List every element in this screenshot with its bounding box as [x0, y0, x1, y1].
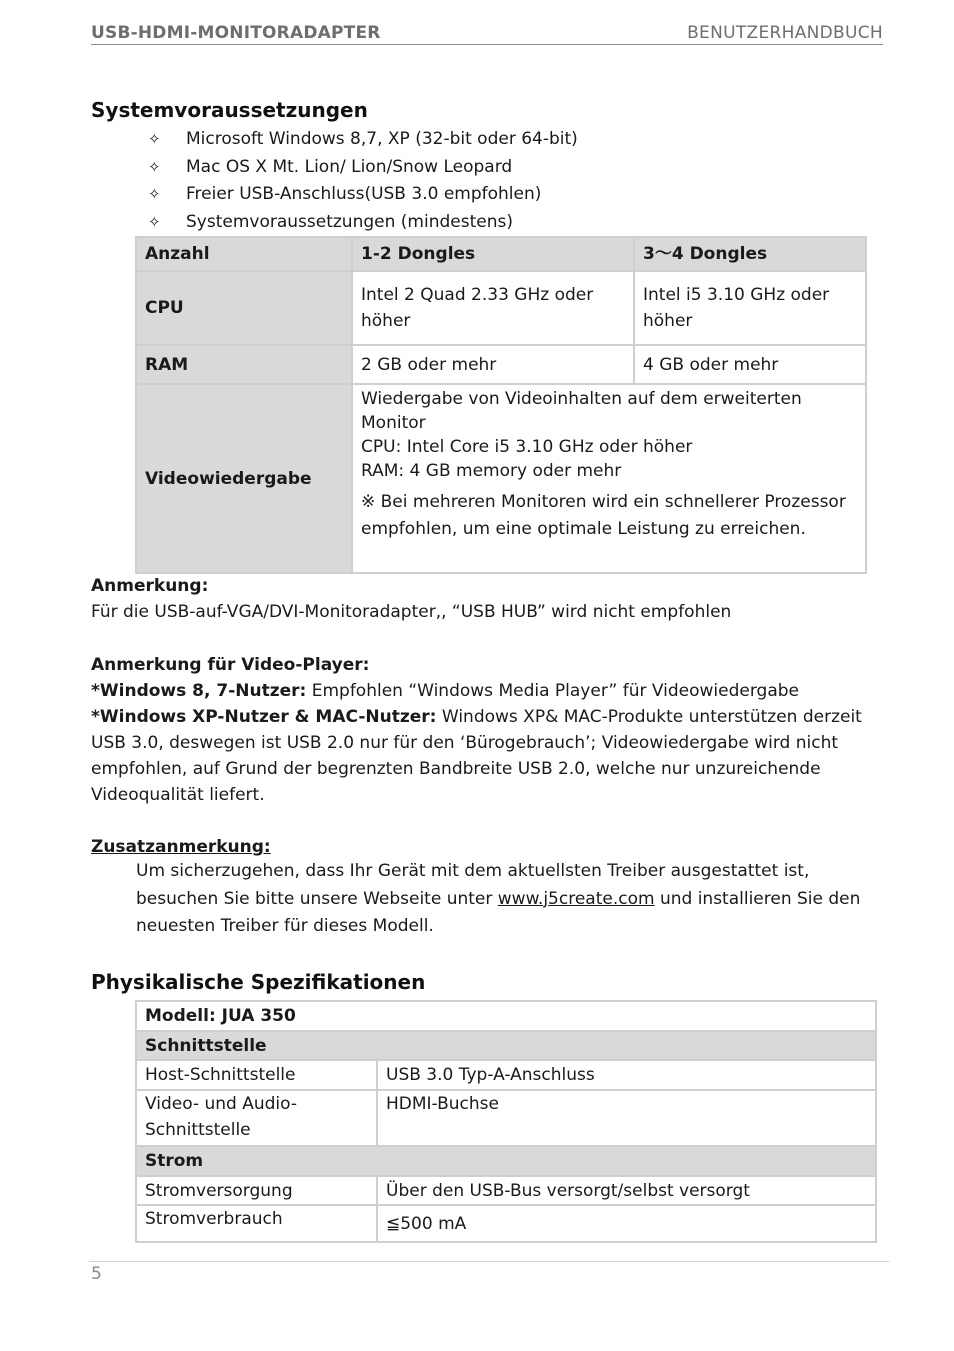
header-cell: 3～4 Dongles — [634, 237, 866, 271]
spec-value: Über den USB-Bus versorgt/selbst versorgt — [377, 1176, 876, 1205]
row-label: Videowiedergabe — [136, 384, 352, 573]
section-cell: Schnittstelle — [136, 1031, 876, 1060]
table-cell: Intel 2 Quad 2.33 GHz oder höher — [352, 271, 634, 345]
table-row — [136, 345, 866, 384]
list-item: ✧ Mac OS X Mt. Lion/ Lion/Snow Leopard — [148, 156, 513, 177]
footer-divider — [89, 1261, 889, 1262]
video-line: Wiedergabe von Videoinhalten auf dem erweiterten Monitor — [361, 389, 802, 433]
list-item: ✧ Systemvoraussetzungen (mindestens) — [148, 211, 513, 232]
page-number: 5 — [91, 1264, 102, 1284]
requirements-list — [148, 127, 578, 237]
spec-value: USB 3.0 Typ-A-Anschluss — [377, 1060, 876, 1090]
header-cell: 1-2 Dongles — [352, 237, 634, 271]
header-doc-type: BENUTZERHANDBUCH — [687, 23, 883, 43]
table-row — [136, 271, 866, 345]
row-label: CPU — [136, 271, 352, 345]
table-cell: Intel i5 3.10 GHz oder höher — [634, 271, 866, 345]
video-player-note-title: Anmerkung für Video-Player: — [91, 655, 370, 675]
table-row — [136, 1060, 876, 1090]
list-item: ✧ Microsoft Windows 8,7, XP (32-bit oder 64-bit) — [148, 129, 578, 149]
spec-label: Host-Schnittstelle — [136, 1060, 377, 1090]
spec-value: HDMI-Buchse — [377, 1090, 876, 1146]
page-header — [91, 22, 883, 45]
additional-note-title: Zusatzanmerkung: — [91, 837, 271, 857]
model-cell: Modell: JUA 350 — [136, 1001, 876, 1031]
section-cell: Strom — [136, 1146, 876, 1176]
table-cell: 4 GB oder mehr — [634, 345, 866, 384]
video-note: ※ Bei mehreren Monitoren wird ein schnellerer Prozessor empfohlen, um eine optimale Leistung zu erreichen. — [361, 492, 846, 539]
spec-value: ≦500 mA — [377, 1205, 876, 1242]
windows-note: *Windows 8, 7-Nutzer: Empfohlen “Windows Media Player” für Videowiedergabe — [91, 681, 799, 701]
spec-label: Stromversorgung — [136, 1176, 377, 1205]
video-line: RAM: 4 GB memory oder mehr — [361, 461, 622, 481]
specs-table — [135, 1000, 877, 1243]
table-section-row — [136, 1146, 876, 1176]
list-item: ✧ Freier USB-Anschluss(USB 3.0 empfohlen) — [148, 184, 542, 204]
section-title-system-requirements: Systemvoraussetzungen — [91, 98, 368, 122]
note-title: Anmerkung: — [91, 576, 209, 596]
star-bullet-icon: ✧ — [148, 130, 161, 148]
table-row — [136, 1205, 876, 1242]
table-row — [136, 1090, 876, 1146]
note-text: Für die USB-auf-VGA/DVI-Monitoradapter,, “USB HUB” wird nicht empfohlen — [91, 602, 732, 622]
star-bullet-icon: ✧ — [148, 212, 161, 231]
spec-label: Video- und Audio-Schnittstelle — [136, 1090, 377, 1146]
xp-mac-note: *Windows XP-Nutzer & MAC-Nutzer: Windows XP& MAC-Produkte unterstützen derzeit USB 3.0, deswegen ist USB 2.0 nur für den ‘Bürogebrauch’; Videowiedergabe wird nicht empfohlen, auf Grund der begrenzten Bandbreite USB 2.0, welche nur unzureichende Videoqualität liefert. — [91, 707, 862, 805]
additional-note-text: Um sicherzugehen, dass Ihr Gerät mit dem aktuellsten Treiber ausgestattet ist, besuchen Sie bitte unsere Webseite unter www.j5create.com und installieren Sie den neuesten Treiber für dieses Modell. — [136, 861, 861, 936]
table-row — [136, 1176, 876, 1205]
row-label: RAM — [136, 345, 352, 384]
table-section-row — [136, 1031, 876, 1060]
header-product: USB-HDMI-MONITORADAPTER — [91, 23, 381, 43]
website-link[interactable]: www.j5create.com — [497, 888, 655, 909]
video-playback-cell — [352, 384, 866, 573]
table-row — [136, 1001, 876, 1031]
video-line: CPU: Intel Core i5 3.10 GHz oder höher — [361, 437, 693, 457]
star-bullet-icon: ✧ — [148, 185, 161, 203]
requirements-table — [135, 236, 867, 574]
header-cell: Anzahl — [136, 237, 352, 271]
table-header-row — [136, 237, 866, 271]
star-bullet-icon: ✧ — [148, 157, 161, 176]
table-row — [136, 384, 866, 573]
section-title-physical-specs: Physikalische Spezifikationen — [91, 970, 426, 994]
spec-label: Stromverbrauch — [136, 1205, 377, 1242]
table-cell: 2 GB oder mehr — [352, 345, 634, 384]
